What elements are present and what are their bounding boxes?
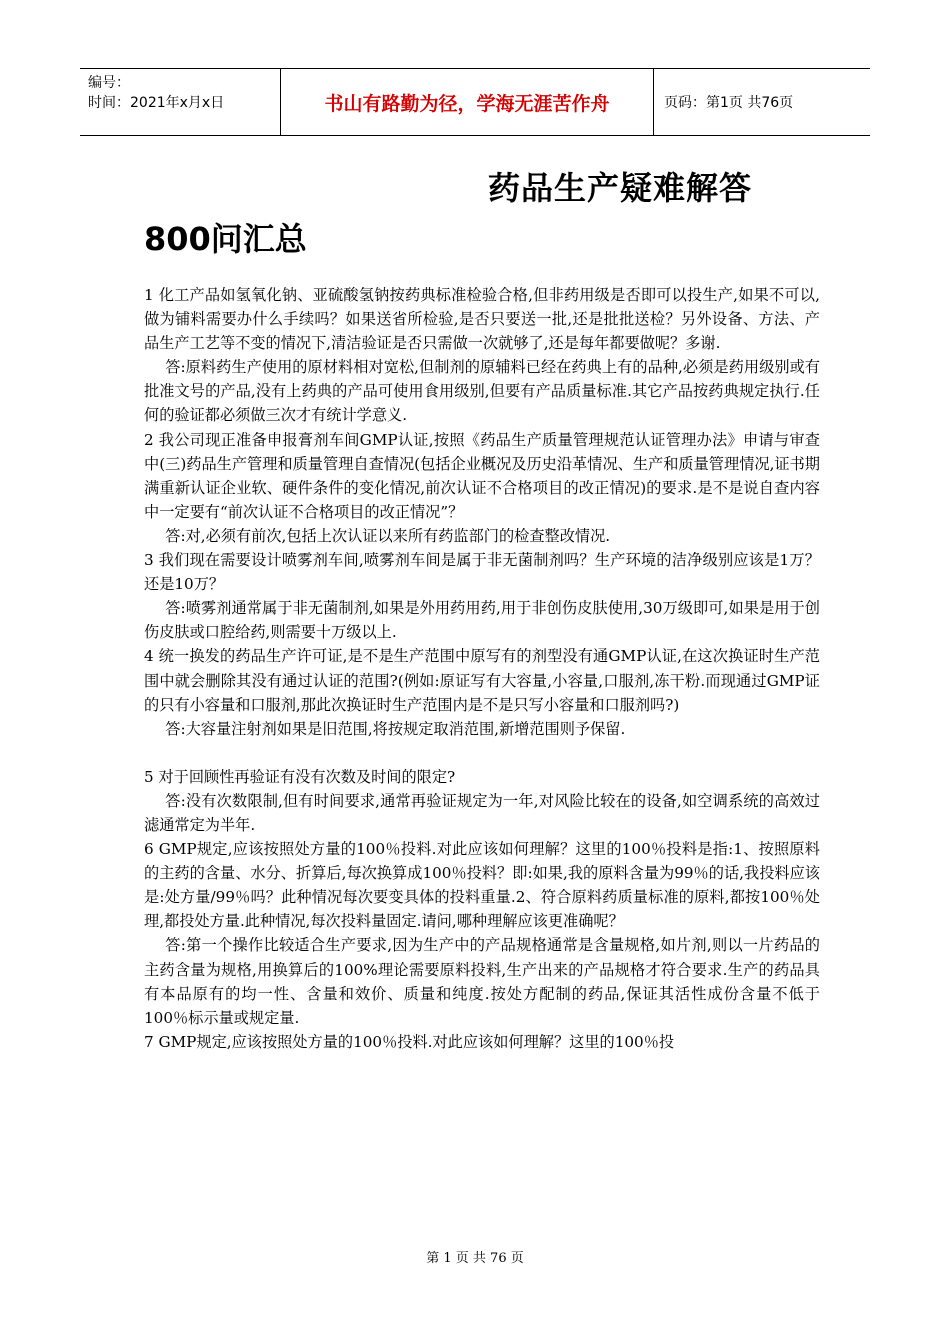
paragraph-answer: 答:喷雾剂通常属于非无菌制剂,如果是外用药用药,用于非创伤皮肤使用,30万级即可,如果是用于创伤皮肤或口腔给药,则需要十万级以上. (144, 599, 820, 642)
document-body (144, 283, 820, 1054)
paragraph-answer: 答:对,必须有前次,包括上次认证以来所有药监部门的检查整改情况. (165, 526, 611, 545)
paragraph-question: 7 GMP规定,应该按照处方量的100％投料.对此应该如何理解？这里的100％投 (144, 1032, 675, 1051)
paragraph-question: 1 化工产品如氢氧化钠、亚硫酸氢钠按药典标准检验合格,但非药用级是否即可以投生产,如果不可以,做为铺料需要办什么手续吗？如果送省所检验,是否只要送一批,还是批批送检？另外设备、方法、产品生产工艺等不变的情况下,清洁验证是否只需做一次就够了,还是每年都要做呢？多谢. (144, 286, 820, 353)
paragraph-question: 6 GMP规定,应该按照处方量的100％投料.对此应该如何理解？这里的100％投料是指:1、按照原料的主药的含量、水分、折算后,每次换算成100％投料？即:如果,我的原料含量为99％的话,我投料应该是:处方量/99％吗？此种情况每次要变具体的投料重量.2、符合原料药质量标准的原料,都按100％处理,都投处方量.此种情况,每次投料量固定.请问,哪种理解应该更准确呢？ (144, 840, 820, 931)
doc-code-label: 编号： (88, 75, 130, 91)
paragraph-question: 4 统一换发的药品生产许可证,是不是生产范围中原写有的剂型没有通GMP认证,在这次换证时生产范围中就会删除其没有通过认证的范围?(例如:原证写有大容量,小容量,口服剂,冻干粉.而现通过GMP证的只有小容量和口服剂,那此次换证时生产范围内是不是只写小容量和口服剂吗?) (144, 647, 820, 714)
document-title-line1: 药品生产疑难解答 (488, 169, 753, 207)
paragraph-answer: 答:大容量注射剂如果是旧范围,将按规定取消范围,新增范围则予保留. (165, 719, 626, 738)
paragraph-question: 5 对于回顾性再验证有没有次数及时间的限定? (144, 767, 456, 786)
header-table (80, 68, 870, 136)
blank-line (144, 741, 820, 765)
header-motto: 书山有路勤为径，学海无涯苦作舟 (280, 69, 654, 135)
paragraph-answer: 答:没有次数限制,但有时间要求,通常再验证规定为一年,对风险比较在的设备,如空调系统的高效过滤通常定为半年. (144, 791, 820, 834)
header-meta-cell (80, 69, 280, 135)
paragraph-question: 3 我们现在需要设计喷雾剂车间,喷雾剂车间是属于非无菌制剂吗？生产环境的洁净级别应该是1万？还是10万？ (144, 551, 820, 594)
doc-time-label: 时间：2021年x月x日 (88, 95, 225, 111)
paragraph-answer: 答:第一个操作比较适合生产要求,因为生产中的产品规格通常是含量规格,如片剂,则以一片药品的主药含量为规格,用换算后的100%理论需要原料投料,生产出来的产品规格才符合要求.生产的药品具有本品原有的均一性、含量和效价、质量和纯度.按处方配制的药品,保证其活性成份含量不低于100％标示量或规定量. (144, 936, 820, 1027)
document-title-line2: 800问汇总 (144, 220, 307, 258)
page-footer: 第 1 页 共 76 页 (426, 1251, 524, 1266)
paragraph-answer: 答:原料药生产使用的原材料相对宽松,但制剂的原辅料已经在药典上有的品种,必须是药用级别或有批准文号的产品,没有上药典的产品可使用食用级别,但要有产品质量标准.其它产品按药典规定执行.任何的验证都必须做三次才有统计学意义. (144, 358, 820, 425)
header-page-info: 页码：第1页 共76页 (664, 95, 794, 111)
paragraph-question: 2 我公司现正准备申报膏剂车间GMP认证,按照《药品生产质量管理规范认证管理办法》申请与审查中(三)药品生产管理和质量管理自查情况(包括企业概况及历史沿革情况、生产和质量管理情况,证书期满重新认证企业软、硬件条件的变化情况,前次认证不合格项目的改正情况)的要求.是不是说自查内容中一定要有“前次认证不合格项目的改正情况”？ (144, 430, 820, 521)
